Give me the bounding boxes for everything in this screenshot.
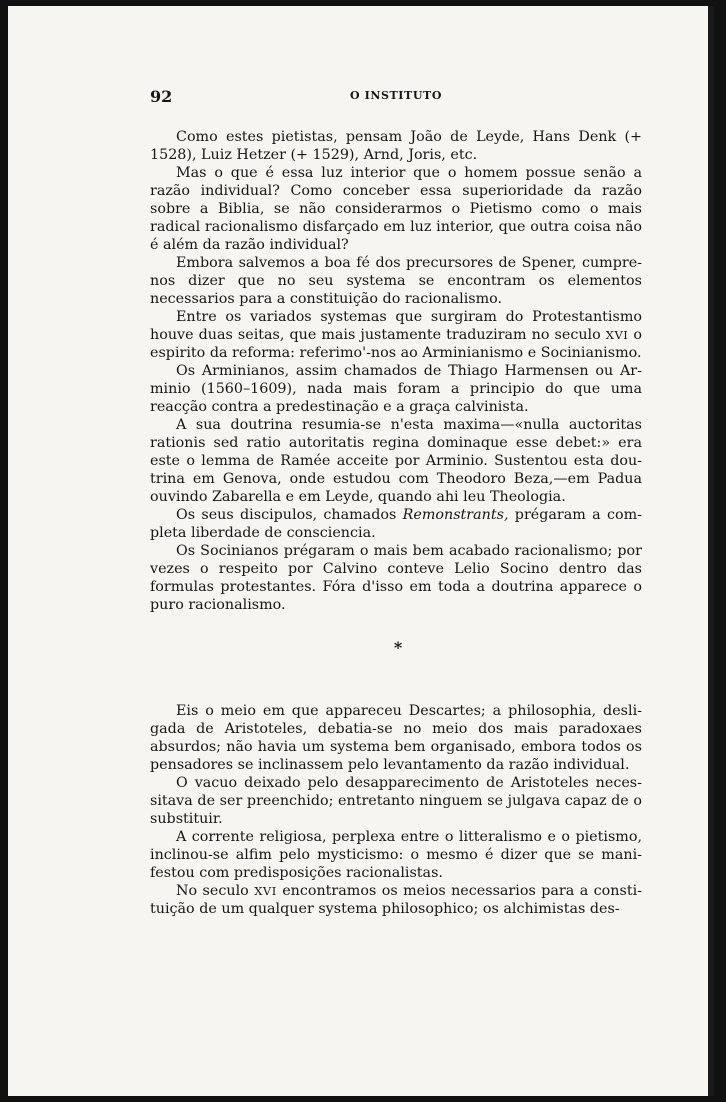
- section-break-ornament: [150, 638, 642, 657]
- running-header: [150, 87, 642, 109]
- paragraph: A sua doutrina resumia-se n'esta maxima—«nulla auctoritas rationis sed ratio autoritatis regina dominaque esse debet:» era este o lemma de Ramée acceite por Arminio. Sustentou esta doutrina em Genova, onde estudou com Theodoro Beza,—em Padua ouvindo Zabarella e em Leyde, quando ahi leu Theologia.: [150, 417, 642, 505]
- section-two: [150, 702, 642, 918]
- paragraph: A corrente religiosa, perplexa entre o litteralismo e o pietismo, inclinou-se alfim pelo mysticismo: o mesmo é dizer que se manifestou com predisposições racionalistas.: [150, 829, 642, 881]
- paragraph-text: encontramos os meios necessarios para a constituição de um qualquer systema philosophico; os alchimistas des-: [150, 883, 642, 917]
- paragraph: [150, 506, 642, 542]
- section-one: [150, 128, 642, 614]
- asterisk-ornament: *: [393, 638, 403, 657]
- paragraph-text: prégaram a completa liberdade de consciencia.: [150, 507, 643, 541]
- paragraph: Como estes pietistas, pensam João de Leyde, Hans Denk (+ 1528), Luiz Hetzer (+ 1529), Arnd, Joris, etc.: [150, 129, 642, 163]
- paragraph: O vacuo deixado pelo desapparecimento de Aristoteles necessitava de ser preenchido; entretanto ninguem se julgava capaz de o substituir.: [150, 775, 642, 827]
- paragraph-text: Os seus discipulos, chamados: [176, 507, 403, 523]
- paragraph-text: Entre os variados systemas que surgiram do Protestantismo houve duas seitas, que mais justamente traduziram no seculo: [150, 309, 642, 343]
- century-numeral: XVI: [605, 328, 629, 342]
- paragraph: Eis o meio em que appareceu Descartes; a philosophia, desligada de Aristoteles, debatia-se no meio dos mais paradoxaes absurdos; não havia um systema bem organisado, embora todos os pensadores se inclinassem pelo levantamento da razão individual.: [150, 703, 642, 773]
- page-number: 92: [150, 87, 173, 106]
- paragraph: [150, 308, 642, 362]
- running-title: O INSTITUTO: [349, 89, 443, 102]
- paragraph: Os Socinianos prégaram o mais bem acabado racionalismo; por vezes o respeito por Calvino conteve Lelio Socino dentro das formulas protestantes. Fóra d'isso em toda a doutrina apparece o puro racionalismo.: [150, 543, 642, 613]
- paragraph: [150, 882, 642, 918]
- century-numeral: XVI: [254, 884, 277, 898]
- paragraph-text: o espirito da reforma: referimo'-nos ao Arminianismo e Socinianismo.: [150, 327, 642, 361]
- paragraph: Embora salvemos a boa fé dos precursores de Spener, cumpre-nos dizer que no seu systema se encontram os elementos necessarios para a constituição do racionalismo.: [150, 255, 642, 307]
- italic-term: Remonstrants,: [402, 507, 509, 523]
- scanned-page: [8, 6, 714, 1096]
- paragraph-text: No seculo: [176, 883, 255, 899]
- page-content: [150, 87, 642, 1087]
- paragraph: Os Arminianos, assim chamados de Thiago Harmensen ou Arminio (1560–1609), nada mais foram a principio do que uma reacção contra a predestinação e a graça calvinista.: [150, 363, 642, 415]
- paragraph: Mas o que é essa luz interior que o homem possue senão a razão individual? Como conceber essa superioridade da razão sobre a Biblia, se não considerarmos o Pietismo como o mais radical racionalismo disfarçado em luz interior, que outra coisa não é além da razão individual?: [150, 165, 642, 253]
